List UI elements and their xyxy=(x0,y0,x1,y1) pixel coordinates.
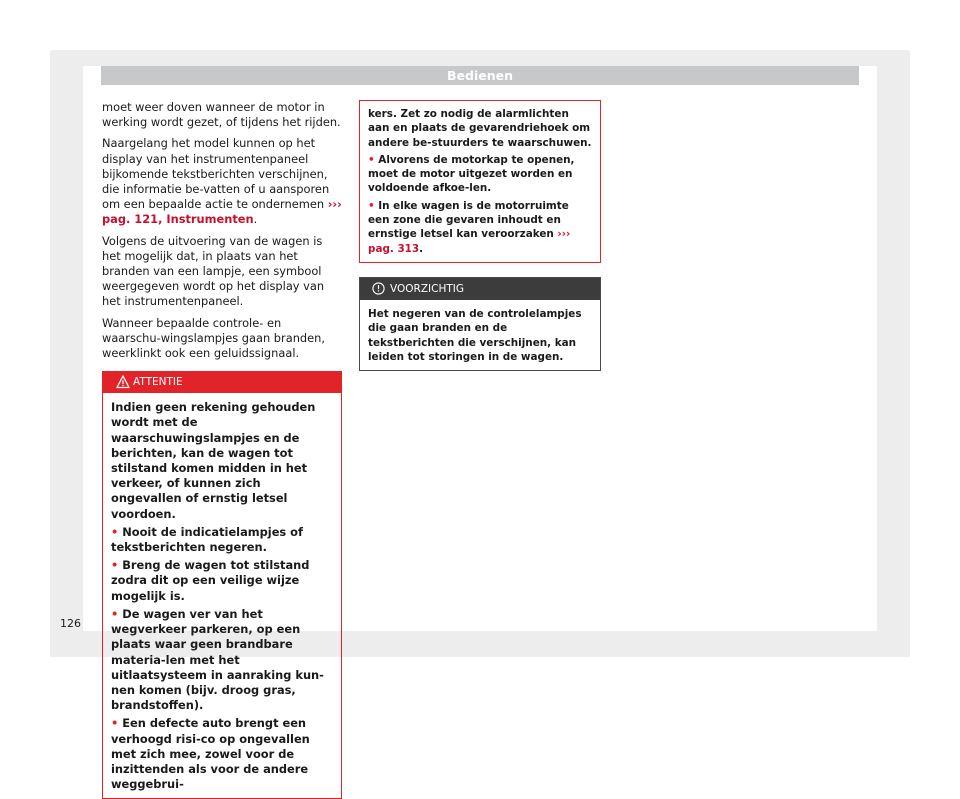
bullet-icon: • xyxy=(111,716,119,731)
voorzichtig-title: VOORZICHTIG xyxy=(390,282,464,295)
section-header: Bedienen xyxy=(101,66,859,85)
paragraph-2-text: Naargelang het model kunnen op het display van het instrumentenpaneel bijkomende tekstberichten verschijnen, die informatie be-vatten of u aansporen om een bepaalde actie te ondernemen xyxy=(102,136,330,212)
paragraph-3: Volgens de uitvoering van de wagen is het mogelijk dat, in plaats van het branden van een lampje, een symbool weergegeven wordt op het display van het instrumentenpaneel. xyxy=(102,233,325,309)
continued-bullet xyxy=(368,153,592,196)
attentie-bullet-text: Een defecte auto brengt een verhoogd risi-co op ongevallen met zich mee, zowel voor de inzittenden als voor de andere weggebrui- xyxy=(111,716,310,792)
attentie-continued-box xyxy=(359,100,601,263)
continued-text: kers. Zet zo nodig de alarmlichten aan en plaats de gevarendriehoek om andere be-stuurders te waarschuwen. xyxy=(368,108,592,149)
attentie-bullet-text: Breng de wagen tot stilstand zodra dit op een veilige wijze mogelijk is. xyxy=(111,558,310,603)
attentie-body xyxy=(103,393,341,798)
attentie-bullet xyxy=(111,607,333,713)
bullet-icon: • xyxy=(368,199,375,212)
bullet-icon: • xyxy=(368,153,375,166)
reference-arrow[interactable]: ››› xyxy=(327,197,342,212)
attentie-title: ATTENTIE xyxy=(133,376,183,389)
left-column xyxy=(102,100,342,799)
attentie-bullet xyxy=(111,716,333,792)
voorzichtig-body xyxy=(360,300,600,370)
reference-arrow[interactable]: ››› xyxy=(557,228,571,241)
attentie-bullet xyxy=(111,558,333,604)
continued-bullet-text: Alvorens de motorkap te openen, moet de motor uitgezet worden en voldoende afkoe-len. xyxy=(368,153,575,195)
continued-bullet xyxy=(368,199,592,256)
reference-link-instrumenten[interactable]: pag. 121, Instrumenten xyxy=(102,212,254,227)
bullet-icon: • xyxy=(111,558,119,573)
warning-triangle-icon xyxy=(116,375,130,389)
page-number: 126 xyxy=(60,617,81,630)
attentie-bullet-text: De wagen ver van het wegverkeer parkeren, op een plaats waar geen brandbare materia-len met het uitlaatsysteem in aanraking kun-nen komen (bijv. droog gras, brandstoffen). xyxy=(111,606,324,713)
bullet-icon: • xyxy=(111,606,119,621)
attentie-bullet-text: Nooit de indicatielampjes of tekstberichten negeren. xyxy=(111,524,303,555)
continued-bullet-text: In elke wagen is de motorruimte een zone die gevaren inhoudt en ernstige letsel kan veroorzaken xyxy=(368,199,569,241)
attentie-header xyxy=(103,372,341,393)
paragraph-2 xyxy=(102,136,342,227)
attentie-continued-body xyxy=(360,101,600,262)
attentie-bullet xyxy=(111,525,333,555)
voorzichtig-box xyxy=(359,277,601,371)
continued-end: . xyxy=(419,242,424,255)
attentie-box xyxy=(102,371,342,799)
voorzichtig-header xyxy=(360,278,600,300)
voorzichtig-text: Het negeren van de controlelampjes die gaan branden en de tekstberichten die verschijnen, kan leiden tot storingen in de wagen. xyxy=(368,307,582,363)
reference-link-page-313[interactable]: pag. 313 xyxy=(368,242,420,255)
middle-column xyxy=(359,100,601,371)
bullet-icon: • xyxy=(111,524,119,539)
attentie-intro: Indien geen rekening gehouden wordt met de waarschuwingslampjes en de berichten, kan de wagen tot stilstand komen midden in het verkeer, of kunnen zich ongevallen of ernstig letsel voordoen. xyxy=(111,400,316,521)
paragraph-1: moet weer doven wanneer de motor in werking wordt gezet, of tijdens het rijden. xyxy=(102,100,341,130)
paragraph-4: Wanneer bepaalde controle- en waarschu-wingslampjes gaan branden, weerklinkt ook een geluidssignaal. xyxy=(102,315,325,361)
paragraph-2-end: . xyxy=(253,212,258,227)
caution-circle-icon xyxy=(372,282,385,295)
